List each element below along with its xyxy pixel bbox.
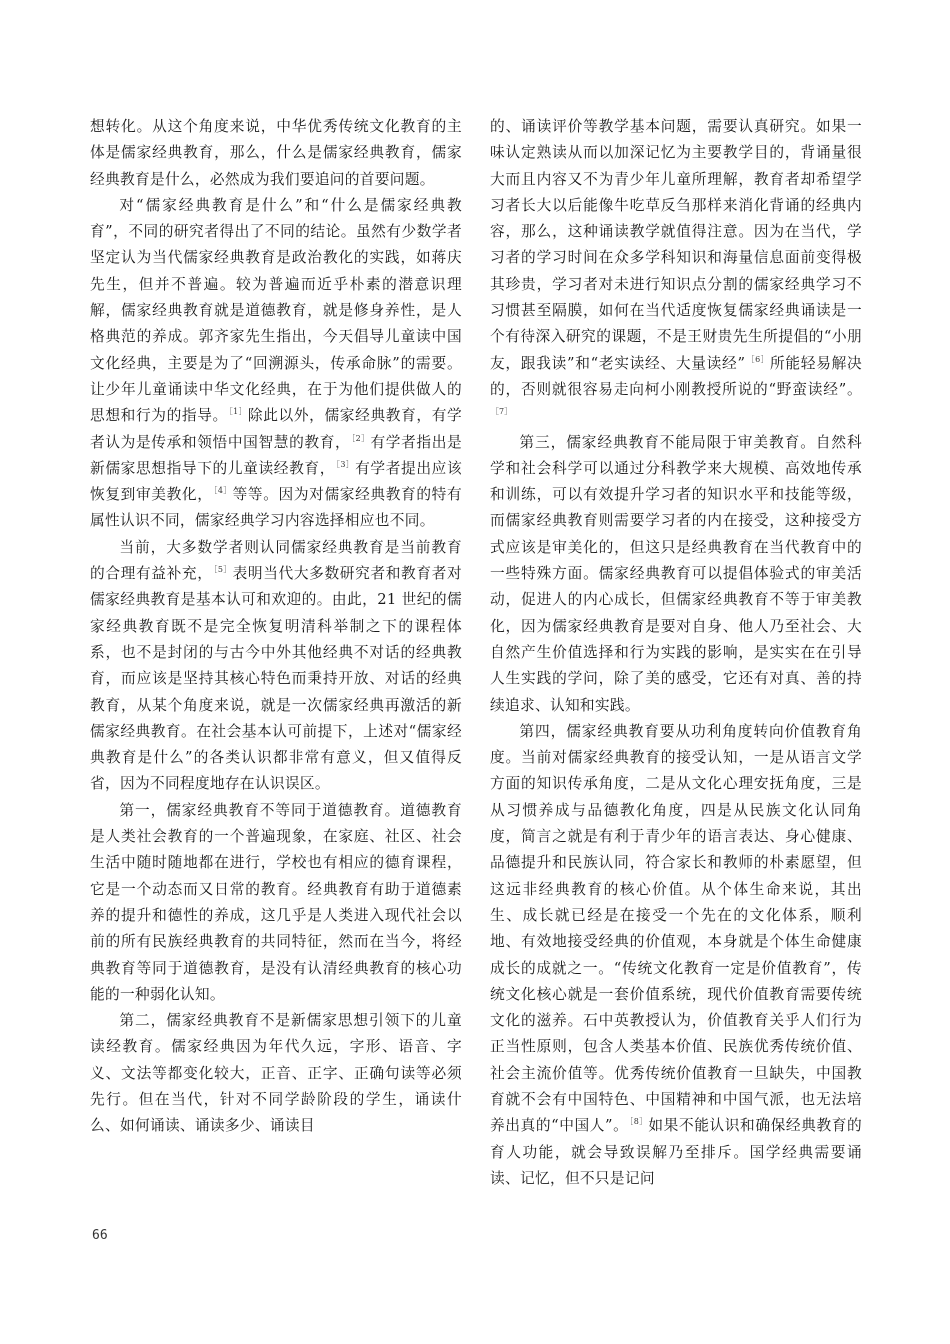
paragraph <box>90 798 462 1008</box>
paragraph <box>490 430 862 719</box>
paragraph-text: 第四，儒家经典教育要从功利角度转向价值教育角度。当前对儒家经典教育的接受认知，一是从语言文学方面的知识传承角度，二是从文化心理安抚角度，三是从习惯养成与品德教化角度，四是从民族文化认同角度，简言之就是有利于青少年的语言表达、身心健康、品德提升和民族认同，符合家长和教师的朴素愿望，但这远非经典教育的核心价值。从个体生命来说，其出生、成长就已经是在接受一个先在的文化体系，顺利地、有效地接受经典的价值观，本身就是个体生命健康成长的成就之一。“传统文化教育一定是价值教育”，传统文化核心就是一套价值系统，现代价值教育需要传统文化的滋养。石中英教授认为，价值教育关乎人们行为正当性原则，包含人类基本价值、民族优秀传统价值、社会主流价值等。优秀传统价值教育一旦缺失，中国教育就不会有中国特色、中国精神和中国气派，也无法培养出真的“中国人”。 <box>490 722 862 1135</box>
paragraph <box>490 719 862 1192</box>
paragraph-text: 如果不能认识和确保经典教育的育人功能，就会导致误解乃至排斥。国学经典需要诵读、记忆，但不只是记问 <box>490 1117 862 1187</box>
right-column <box>490 114 862 1192</box>
paragraph-text: 的、诵读评价等教学基本问题，需要认真研究。如果一味认定熟读从而以加深记忆为主要教学目的，背诵量很大而且内容又不为青少年儿童所理解，教育者却希望学习者长大以后能像牛吃草反刍那样来消化背诵的经典内容，那么，这种诵读教学就值得注意。因为在当代，学习者的学习时间在众多学科知识和海量信息面前变得极其珍贵，学习者对未进行知识点分割的儒家经典学习不习惯甚至隔膜，如何在当代适度恢复儒家经典诵读是一个有待深入研究的课题，不是王财贵先生所提倡的“小朋友，跟我读”和“老实读经、大量读经” <box>490 118 862 372</box>
citation-ref: ［8］ <box>629 1117 648 1127</box>
citation-ref: ［7］ <box>491 407 513 417</box>
paragraph-text: 第一，儒家经典教育不等同于道德教育。道德教育是人类社会教育的一个普遍现象，在家庭、社区、社会生活中随时随地都在进行，学校也有相应的德育课程，它是一个动态而又日常的教育。经典教育有助于道德素养的提升和德性的养成，这几乎是人类进入现代社会以前的所有民族经典教育的共同特征，然而在当今，将经典教育等同于道德教育，是没有认清经典教育的核心功能的一种弱化认知。 <box>90 801 462 1003</box>
paragraph-text: 等等。因为对儒家经典教育的特有属性认识不同，儒家经典学习内容选择相应也不同。 <box>90 486 462 530</box>
paragraph <box>490 114 862 430</box>
paragraph <box>90 1008 462 1139</box>
paragraph-text: 第三，儒家经典教育不能局限于审美教育。自然科学和社会科学可以通过分科教学来大规模、高效地传承和训练，可以有效提升学习者的知识水平和技能等级，而儒家经典教育则需要学习者的内在接受，这种接受方式应该是审美化的，但这只是经典教育在当代教育中的一些特殊方面。儒家经典教育可以提倡体验式的审美活动，促进人的内心成长，但儒家经典教育不等于审美教化，因为儒家经典教育是要对自身、他人乃至社会、大自然产生价值选择和行为实践的影响，是实实在在引导人生实践的学问，除了美的感受，它还有对真、善的持续追求、认知和实践。 <box>490 433 862 714</box>
paragraph-text: 所能轻易解决的，否则就很容易走向柯小刚教授所说的“野蛮读经”。 <box>490 354 862 398</box>
citation-ref: ［3］ <box>336 459 355 469</box>
citation-ref: ［4］ <box>213 486 232 496</box>
paragraph-text: 想转化。从这个角度来说，中华优秀传统文化教育的主体是儒家经典教育，那么，什么是儒家经典教育，儒家经典教育是什么，必然成为我们要追问的首要问题。 <box>90 118 462 188</box>
paragraph-text: 有学者指出是新儒家思想指导下的儿童读经教育， <box>90 433 462 477</box>
paragraph-text: 表明当代大多数研究者和教育者对儒家经典教育是基本认可和欢迎的。由此，21 世纪的儒家经典教育既不是完全恢复明清科举制之下的课程体系，也不是封闭的与古今中外其他经典不对话的经典教育，而应该是坚持其核心特色而秉持开放、对话的经典教育，从某个角度来说，就是一次儒家经典再激活的新儒家经典教育。在社会基本认可前提下，上述对“儒家经典教育是什么”的各类认识都非常有意义，但又值得反省，因为不同程度地存在认识误区。 <box>90 565 462 793</box>
citation-ref: ［2］ <box>351 433 370 443</box>
paragraph-text: 除此以外，儒家经典教育，有学者认为是传承和领悟中国智慧的教育， <box>90 407 463 451</box>
paragraph <box>90 535 462 798</box>
paragraph <box>90 193 462 535</box>
citation-ref: ［6］ <box>746 354 769 364</box>
paragraph <box>90 114 462 193</box>
paragraph-text: 第二，儒家经典教育不是新儒家思想引领下的儿童读经教育。儒家经典因为年代久远，字形、语音、字义、文法等都变化较大，正音、正字、正确句读等必须先行。但在当代，针对不同学龄阶段的学生，诵读什么、如何诵读、诵读多少、诵读目 <box>90 1012 462 1135</box>
citation-ref: ［5］ <box>213 565 232 575</box>
page-number: 66 <box>92 1228 108 1243</box>
citation-ref: ［1］ <box>228 407 247 417</box>
paragraph-text: 当前，大多数学者则认同儒家经典教育是当前教育的合理有益补充， <box>90 538 462 583</box>
paragraph-text: 对“儒家经典教育是什么”和“什么是儒家经典教育”，不同的研究者得出了不同的结论。虽然有少数学者坚定认为当代儒家经典教育是政治教化的实践，如蒋庆先生，但并不普遍。较为普遍而近乎朴素的潜意识理解，儒家经典教育就是道德教育，就是修身养性，是人格典范的养成。郭齐家先生指出，今天倡导儿童读中国文化经典，主要是为了“回溯源头，传承命脉”的需要。让少年儿童诵读中华文化经典，在于为他们提供做人的思想和行为的指导。 <box>90 196 462 425</box>
left-column <box>90 114 462 1140</box>
paragraph-text: 有学者提出应该恢复到审美教化， <box>90 459 462 504</box>
